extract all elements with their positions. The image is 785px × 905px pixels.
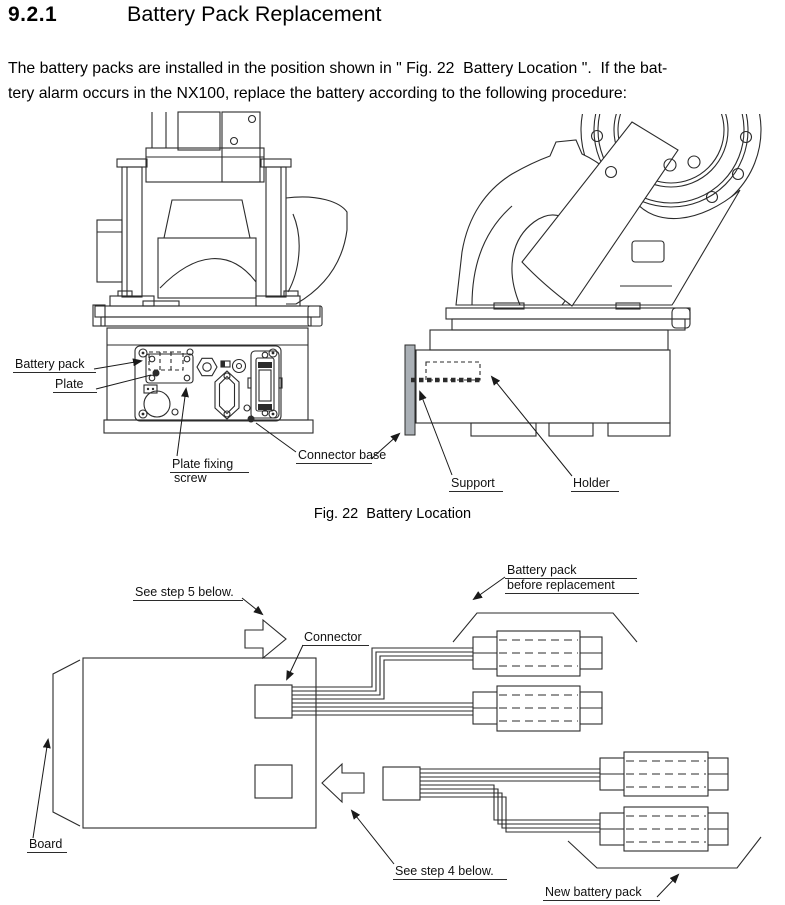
board-connector-top bbox=[255, 685, 292, 718]
intro-line-2: tery alarm occurs in the NX100, replace the battery according to the following procedure: bbox=[8, 85, 628, 102]
label-plate-fixing-screw-line1: Plate fixing bbox=[170, 457, 249, 473]
insert-arrow-left bbox=[322, 764, 364, 802]
insert-arrow-right bbox=[245, 620, 286, 658]
label-see-step-5: See step 5 below. bbox=[133, 585, 243, 601]
page-title: Battery Pack Replacement bbox=[127, 2, 382, 26]
figure-caption: Fig. 22 Battery Location bbox=[313, 506, 472, 522]
label-plate-fixing-screw-line2: screw bbox=[174, 471, 207, 485]
side-view-drawing bbox=[405, 40, 761, 436]
label-connector: Connector bbox=[302, 630, 369, 646]
section-number: 9.2.1 bbox=[8, 3, 58, 26]
board-part bbox=[83, 658, 316, 828]
intro-line-1: The battery packs are installed in the position shown in " Fig. 22 Battery Location ". If the bat- bbox=[8, 60, 668, 77]
label-board: Board bbox=[27, 837, 67, 853]
label-battery-pack-before-line1: Battery pack bbox=[505, 563, 637, 579]
new-pack-connector bbox=[383, 767, 420, 800]
label-new-battery-pack: New battery pack bbox=[543, 885, 660, 901]
replacement-diagram bbox=[53, 613, 761, 868]
label-connector-base: Connector base bbox=[298, 448, 387, 462]
label-support: Support bbox=[449, 476, 503, 492]
label-see-step-4: See step 4 below. bbox=[393, 864, 507, 880]
leader-lines bbox=[33, 361, 678, 897]
label-holder: Holder bbox=[571, 476, 619, 492]
oval-connector bbox=[215, 371, 239, 419]
holder-part bbox=[426, 362, 480, 380]
front-view-drawing bbox=[93, 112, 347, 433]
plate-part bbox=[146, 354, 193, 383]
board-connector-bottom bbox=[255, 765, 292, 798]
connector-base-edge bbox=[405, 345, 415, 435]
label-plate: Plate bbox=[53, 377, 97, 393]
label-battery-pack-before-line2: before replacement bbox=[505, 578, 639, 594]
label-battery-pack: Battery pack bbox=[13, 357, 96, 373]
